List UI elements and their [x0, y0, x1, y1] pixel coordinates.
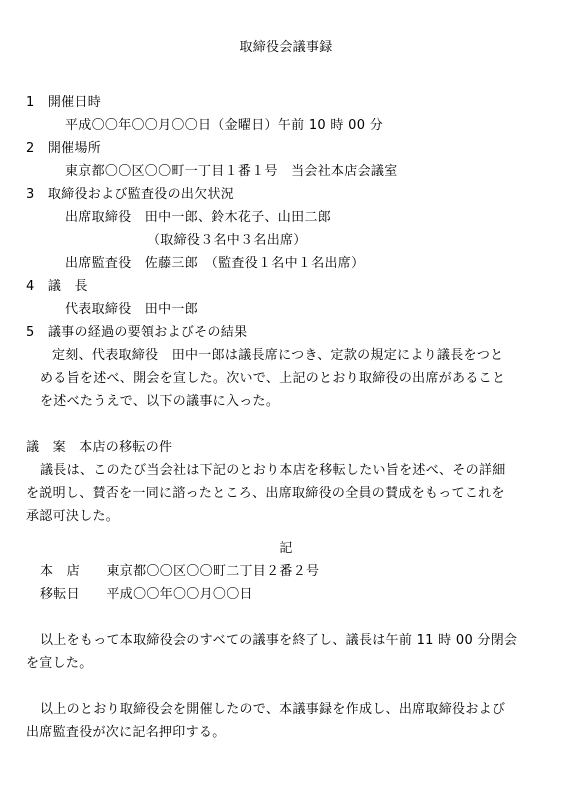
new-head-office-address: 本 店 東京都〇〇区〇〇町二丁目２番２号 [40, 564, 320, 579]
section-3-directors: 出席取締役 田中一郎、鈴木花子、山田二郎 [65, 210, 332, 225]
section-2-heading: 2 開催場所 [26, 141, 102, 156]
section-3-auditors: 出席監査役 佐藤三郎 （監査役１名中１名出席） [65, 256, 365, 271]
section-3-directors-count: （取締役３名中３名出席） [147, 233, 307, 248]
section-2-body: 東京都〇〇区〇〇町一丁目１番１号 当会社本店会議室 [65, 164, 398, 179]
section-3-heading: 3 取締役および監査役の出欠状況 [26, 187, 235, 202]
relocation-date: 移転日 平成〇〇年〇〇月〇〇日 [40, 587, 253, 602]
section-4-heading: 4 議 長 [26, 279, 88, 294]
closing-paragraph-line: 以上をもって本取締役会のすべての議事を終了し、議長は午前 11 時 00 分閉会 [40, 633, 518, 648]
section-5-paragraph-line: める旨を述べ、開会を宣した。次いで、上記のとおり取締役の出席があること [40, 371, 506, 386]
section-5-heading: 5 議事の経過の要領およびその結果 [26, 325, 248, 340]
agenda-paragraph-line: を説明し、賛否を一同に諮ったところ、出席取締役の全員の賛成をもってこれを [26, 486, 505, 501]
document-title: 取締役会議事録 [239, 40, 333, 55]
signature-paragraph-line: 以上のとおり取締役会を開催したので、本議事録を作成し、出席取締役および [40, 702, 506, 717]
agenda-heading: 議 案 本店の移転の件 [26, 440, 173, 455]
section-1-body: 平成〇〇年〇〇月〇〇日（金曜日）午前 10 時 00 分 [65, 118, 384, 133]
section-5-paragraph-line: 定刻、代表取締役 田中一郎は議長席につき、定款の規定により議長をつと [52, 348, 504, 363]
signature-paragraph-line: 出席監査役が次に記名押印する。 [26, 725, 226, 740]
agenda-paragraph-line: 承認可決した。 [26, 509, 120, 524]
ki-mark: 記 [279, 541, 293, 556]
agenda-paragraph-line: 議長は、このたび当会社は下記のとおり本店を移転したい旨を述べ、その詳細 [40, 463, 506, 478]
section-5-paragraph-line: を述べたうえで、以下の議事に入った。 [40, 394, 280, 409]
closing-paragraph-line: を宣した。 [26, 656, 93, 671]
section-4-body: 代表取締役 田中一郎 [65, 302, 199, 317]
section-1-heading: 1 開催日時 [26, 95, 102, 110]
